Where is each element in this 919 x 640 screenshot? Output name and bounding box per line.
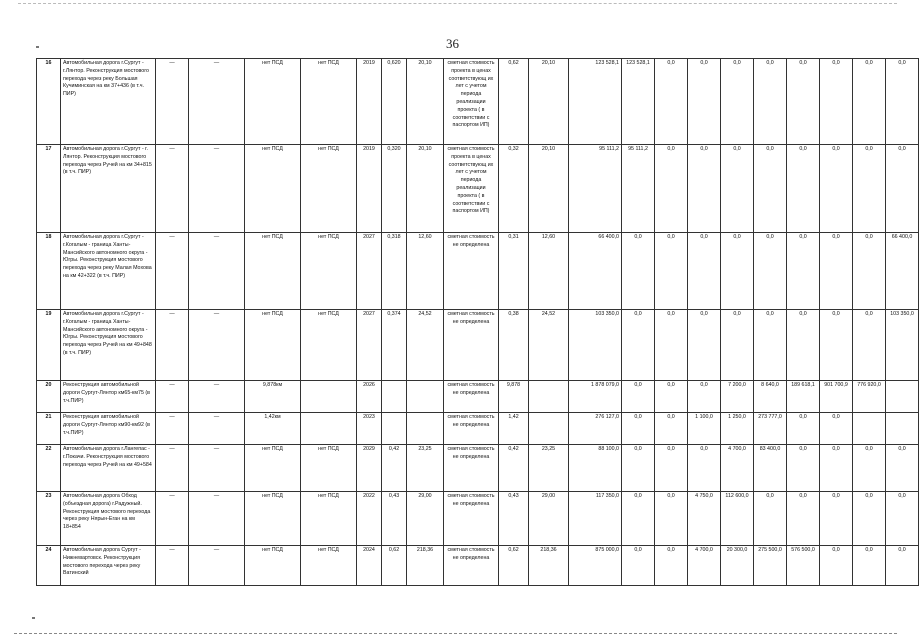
cell-cost-note: сметная стоимость не определена (444, 546, 499, 586)
cell-year-3: 0,0 (688, 381, 721, 413)
cell-year-3: 1 100,0 (688, 413, 721, 445)
cell-year-8: 0,0 (853, 310, 886, 381)
cell-dash-2: — (189, 310, 245, 381)
cell-year-4: 1 250,0 (721, 413, 754, 445)
cell-cost-note: сметная стоимость не определена (444, 381, 499, 413)
cell-length-m-2: 20,10 (529, 145, 569, 233)
cell-length-km (382, 381, 407, 413)
cell-length-m-2: 12,60 (529, 233, 569, 310)
cell-length-m: 29,00 (407, 492, 444, 546)
cell-year-6: 576 500,0 (787, 546, 820, 586)
cell-cost-note: сметная стоимость проекта в ценах соответствующ их лет с учетом периода реализации проекта ( в соответствии с паспортом ИП) (444, 59, 499, 145)
cell-year-8 (853, 413, 886, 445)
cell-length-m-2: 20,10 (529, 59, 569, 145)
cell-year-4: 20 300,0 (721, 546, 754, 586)
cell-year-8: 0,0 (853, 445, 886, 492)
cell-length-km: 0,374 (382, 310, 407, 381)
cell-year-5: 0,0 (754, 233, 787, 310)
cell-year-8: 0,0 (853, 233, 886, 310)
cell-year: 2019 (357, 59, 382, 145)
cell-year-4: 112 600,0 (721, 492, 754, 546)
cell-dash-1: — (156, 233, 189, 310)
cell-design-docs-2 (301, 413, 357, 445)
cell-dash-2: — (189, 381, 245, 413)
cell-length-km-2: 0,32 (499, 145, 529, 233)
cell-year-3: 4 700,0 (688, 546, 721, 586)
cell-year-7: 901 700,9 (820, 381, 853, 413)
cell-length-m-2: 218,36 (529, 546, 569, 586)
object-name: Автомобильная дорога Сургут - Нижневартовск. Реконструкция мостового перехода через реку Ватинский (61, 546, 156, 586)
top-scan-edge (18, 3, 897, 4)
cell-length-m: 20,10 (407, 145, 444, 233)
cell-year-9: 0,0 (886, 546, 919, 586)
table-row (37, 233, 919, 310)
cell-year-2: 0,0 (655, 310, 688, 381)
cell-design-docs: нет ПСД (245, 233, 301, 310)
margin-mark (36, 46, 39, 48)
cell-length-km: 0,42 (382, 445, 407, 492)
cell-dash-2: — (189, 546, 245, 586)
cell-year: 2022 (357, 492, 382, 546)
cell-year-8: 0,0 (853, 145, 886, 233)
table-row (37, 445, 919, 492)
cell-year: 2026 (357, 381, 382, 413)
cell-length-m: 12,60 (407, 233, 444, 310)
cell-year-7: 0,0 (820, 546, 853, 586)
cell-year-6: 0,0 (787, 413, 820, 445)
cell-year-9: 0,0 (886, 445, 919, 492)
cell-total: 95 111,2 (569, 145, 622, 233)
row-number: 18 (37, 233, 61, 310)
cell-total: 66 400,0 (569, 233, 622, 310)
object-name: Реконструкция автомобильной дороги Сургут-Лянтор км90-км92 (в т.ч.ПИР) (61, 413, 156, 445)
table-row (37, 145, 919, 233)
cell-dash-2: — (189, 59, 245, 145)
cell-year-5: 0,0 (754, 310, 787, 381)
table-row (37, 492, 919, 546)
cell-year: 2024 (357, 546, 382, 586)
cell-year-9: 0,0 (886, 145, 919, 233)
cell-design-docs-2 (301, 381, 357, 413)
registry-table (36, 58, 919, 586)
cell-design-docs-2: нет ПСД (301, 546, 357, 586)
cell-design-docs-2: нет ПСД (301, 233, 357, 310)
cell-length-m: 218,36 (407, 546, 444, 586)
cell-design-docs: нет ПСД (245, 145, 301, 233)
row-number: 23 (37, 492, 61, 546)
cell-year-5: 275 500,0 (754, 546, 787, 586)
cell-length-m-2: 29,00 (529, 492, 569, 546)
row-number: 16 (37, 59, 61, 145)
table-row (37, 546, 919, 586)
cell-year-3: 0,0 (688, 145, 721, 233)
cell-year-4: 7 200,0 (721, 381, 754, 413)
cell-year-8: 0,0 (853, 492, 886, 546)
cell-length-km: 0,43 (382, 492, 407, 546)
cell-year-6: 0,0 (787, 145, 820, 233)
table-row (37, 413, 919, 445)
cell-year-9: 0,0 (886, 492, 919, 546)
cell-dash-1: — (156, 59, 189, 145)
cell-year-6: 0,0 (787, 492, 820, 546)
cell-length-m: 23,25 (407, 445, 444, 492)
cell-year-9 (886, 413, 919, 445)
cell-year-4: 4 700,0 (721, 445, 754, 492)
object-name: Реконструкция автомобильной дороги Сургут-Лянтор км65-км75 (в т.ч.ПИР) (61, 381, 156, 413)
cell-year-3: 0,0 (688, 59, 721, 145)
cell-year-2: 0,0 (655, 445, 688, 492)
cell-year-1: 0,0 (622, 233, 655, 310)
cell-dash-2: — (189, 492, 245, 546)
cell-design-docs: 1,42км (245, 413, 301, 445)
cell-length-m-2: 23,25 (529, 445, 569, 492)
cell-year-5: 0,0 (754, 59, 787, 145)
cell-dash-1: — (156, 445, 189, 492)
object-name: Автомобильная дорога г.Сургут - г. Лянтор. Реконструкция мостового перехода через Ручей на км 34+815 (в т.ч. ПИР) (61, 145, 156, 233)
cell-total: 88 100,0 (569, 445, 622, 492)
cell-year-2: 0,0 (655, 492, 688, 546)
object-name: Автомобильная дорога г.Лангепас - г.Покачи. Реконструкция мостового перехода через Ручей на км 49+584 (61, 445, 156, 492)
cell-year-5: 273 777,0 (754, 413, 787, 445)
cell-design-docs-2: нет ПСД (301, 492, 357, 546)
cell-year-7: 0,0 (820, 413, 853, 445)
cell-design-docs: нет ПСД (245, 492, 301, 546)
bottom-scan-edge (14, 633, 897, 634)
table-row (37, 59, 919, 145)
cell-year-6: 0,0 (787, 310, 820, 381)
cell-design-docs-2: нет ПСД (301, 145, 357, 233)
object-name: Автомобильная дорога г.Сургут - г.Лянтор. Реконструкция мостового перехода через реку Большая Кучиминская на км 37+436 (в т.ч. ПИР) (61, 59, 156, 145)
cell-year-4: 0,0 (721, 233, 754, 310)
cell-year: 2023 (357, 413, 382, 445)
table-row (37, 381, 919, 413)
cell-year-7: 0,0 (820, 310, 853, 381)
cell-length-km: 0,320 (382, 145, 407, 233)
cell-year-4: 0,0 (721, 59, 754, 145)
object-name: Автомобильная дорога г.Сургут - г.Когалым - граница Ханты-Мансийского автономного округа - Югры. Реконструкция мостового перехода через Ручей на км 49+848 (в т.ч. ПИР) (61, 310, 156, 381)
cell-length-m: 24,52 (407, 310, 444, 381)
cell-year-9: 0,0 (886, 59, 919, 145)
cell-length-km-2: 0,38 (499, 310, 529, 381)
cell-year-4: 0,0 (721, 145, 754, 233)
cell-design-docs: нет ПСД (245, 59, 301, 145)
cell-year-6: 0,0 (787, 445, 820, 492)
cell-dash-2: — (189, 145, 245, 233)
cell-year-2: 0,0 (655, 145, 688, 233)
row-number: 17 (37, 145, 61, 233)
cell-length-m-2: 24,52 (529, 310, 569, 381)
cell-year: 2029 (357, 445, 382, 492)
cell-year-2: 0,0 (655, 413, 688, 445)
cell-design-docs: нет ПСД (245, 546, 301, 586)
cell-year-5: 0,0 (754, 145, 787, 233)
cell-year-3: 0,0 (688, 310, 721, 381)
cell-length-km: 0,62 (382, 546, 407, 586)
table-row (37, 310, 919, 381)
cell-dash-1: — (156, 492, 189, 546)
cell-year-2: 0,0 (655, 233, 688, 310)
cell-year-2: 0,0 (655, 381, 688, 413)
cell-total: 276 127,0 (569, 413, 622, 445)
cell-year-7: 0,0 (820, 492, 853, 546)
cell-year: 2027 (357, 233, 382, 310)
cell-year-1: 95 111,2 (622, 145, 655, 233)
cell-year-1: 0,0 (622, 546, 655, 586)
cell-length-m-2 (529, 413, 569, 445)
cell-length-km: 0,620 (382, 59, 407, 145)
cell-year-8: 0,0 (853, 546, 886, 586)
cell-year-6: 0,0 (787, 233, 820, 310)
cell-length-m (407, 413, 444, 445)
cell-year-1: 0,0 (622, 310, 655, 381)
cell-year-6: 0,0 (787, 59, 820, 145)
cell-year-7: 0,0 (820, 145, 853, 233)
cell-dash-1: — (156, 145, 189, 233)
cell-design-docs: нет ПСД (245, 445, 301, 492)
cell-total: 875 000,0 (569, 546, 622, 586)
cell-design-docs: 9,878км (245, 381, 301, 413)
cell-dash-2: — (189, 233, 245, 310)
cell-year-8: 776 920,0 (853, 381, 886, 413)
cell-cost-note: сметная стоимость не определена (444, 445, 499, 492)
cell-year-1: 123 528,1 (622, 59, 655, 145)
cell-design-docs-2: нет ПСД (301, 59, 357, 145)
cell-year-7: 0,0 (820, 59, 853, 145)
row-number: 21 (37, 413, 61, 445)
cell-total: 103 350,0 (569, 310, 622, 381)
cell-year-8: 0,0 (853, 59, 886, 145)
cell-length-km: 0,318 (382, 233, 407, 310)
cell-length-km-2: 0,62 (499, 546, 529, 586)
cell-cost-note: сметная стоимость не определена (444, 310, 499, 381)
cell-year-5: 83 400,0 (754, 445, 787, 492)
cell-year-1: 0,0 (622, 413, 655, 445)
cell-year: 2027 (357, 310, 382, 381)
cell-length-km-2: 0,62 (499, 59, 529, 145)
cell-cost-note: сметная стоимость не определена (444, 233, 499, 310)
cell-total: 117 350,0 (569, 492, 622, 546)
cell-year-3: 0,0 (688, 445, 721, 492)
cell-year-2: 0,0 (655, 546, 688, 586)
cell-length-km (382, 413, 407, 445)
cell-dash-1: — (156, 381, 189, 413)
cell-year-4: 0,0 (721, 310, 754, 381)
object-name: Автомобильная дорога г.Сургут - г.Когалым - граница Ханты-Мансийского автономного округа - Югры. Реконструкция мостового перехода через реку Малая Мохова на км 42+322 (в т.ч. ПИР) (61, 233, 156, 310)
cell-year-1: 0,0 (622, 445, 655, 492)
cell-length-km-2: 0,31 (499, 233, 529, 310)
row-number: 22 (37, 445, 61, 492)
row-number: 20 (37, 381, 61, 413)
cell-dash-1: — (156, 310, 189, 381)
cell-year-2: 0,0 (655, 59, 688, 145)
cell-cost-note: сметная стоимость проекта в ценах соответствующ их лет с учетом периода реализации проекта ( в соответствии с паспортом ИП) (444, 145, 499, 233)
cell-dash-1: — (156, 413, 189, 445)
cell-length-km-2: 9,878 (499, 381, 529, 413)
margin-mark (32, 617, 35, 619)
cell-year-3: 4 750,0 (688, 492, 721, 546)
cell-dash-2: — (189, 413, 245, 445)
cell-length-km-2: 0,42 (499, 445, 529, 492)
cell-design-docs-2: нет ПСД (301, 310, 357, 381)
cell-year-3: 0,0 (688, 233, 721, 310)
cell-total: 123 528,1 (569, 59, 622, 145)
cell-year-9: 103 350,0 (886, 310, 919, 381)
cell-length-km-2: 0,43 (499, 492, 529, 546)
cell-year-1: 0,0 (622, 381, 655, 413)
cell-length-m: 20,10 (407, 59, 444, 145)
cell-year-7: 0,0 (820, 233, 853, 310)
cell-design-docs-2: нет ПСД (301, 445, 357, 492)
cell-length-m-2 (529, 381, 569, 413)
cell-year-5: 0,0 (754, 492, 787, 546)
cell-year: 2019 (357, 145, 382, 233)
cell-length-km-2: 1,42 (499, 413, 529, 445)
cell-total: 1 878 079,0 (569, 381, 622, 413)
cell-year-1: 0,0 (622, 492, 655, 546)
cell-cost-note: сметная стоимость не определена (444, 492, 499, 546)
object-name: Автомобильная дорога Обход (объездная дорога) г.Радужный. Реконструкция мостового перехода через реку Нярын-Еган на км 18+854 (61, 492, 156, 546)
cell-cost-note: сметная стоимость не определена (444, 413, 499, 445)
cell-dash-2: — (189, 445, 245, 492)
cell-year-9: 66 400,0 (886, 233, 919, 310)
row-number: 24 (37, 546, 61, 586)
cell-year-7: 0,0 (820, 445, 853, 492)
row-number: 19 (37, 310, 61, 381)
cell-year-9 (886, 381, 919, 413)
cell-dash-1: — (156, 546, 189, 586)
cell-year-6: 189 618,1 (787, 381, 820, 413)
cell-design-docs: нет ПСД (245, 310, 301, 381)
cell-length-m (407, 381, 444, 413)
page-number: 36 (446, 36, 459, 51)
cell-year-5: 8 640,0 (754, 381, 787, 413)
